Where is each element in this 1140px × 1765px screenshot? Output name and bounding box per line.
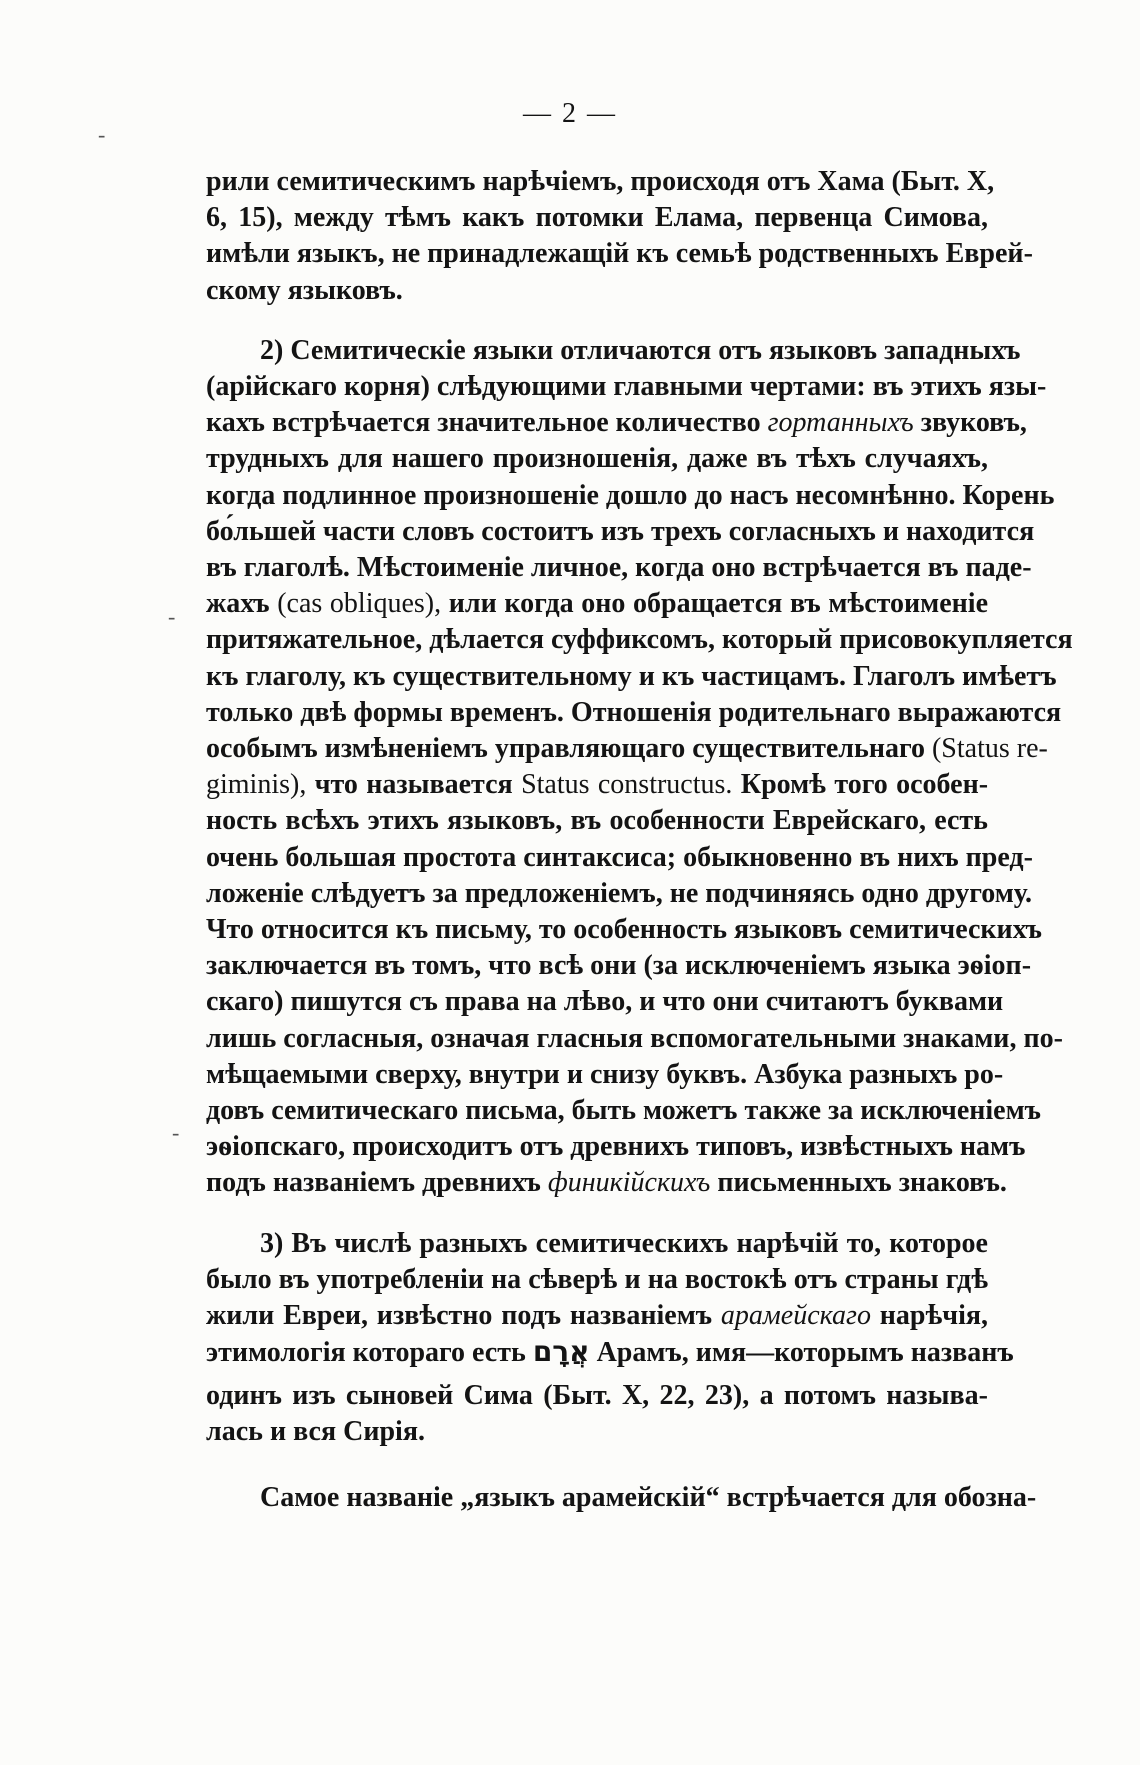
text-line: этимологія котораго есть אֲרָם Арамъ, имя—которымъ названъ — [206, 1335, 1014, 1369]
text-line: 6, 15), между тѣмъ какъ потомки Елама, первенца Симова, — [206, 202, 988, 234]
text-line: къ глаголу, къ существительному и къ частицамъ. Глаголъ имѣетъ — [206, 660, 1057, 692]
paragraph-4 — [206, 1480, 1037, 1516]
text-line: когда подлинное произношеніе дошло до насъ несомнѣнно. Корень — [206, 479, 1055, 511]
text-line: рили семитическимъ нарѣчіемъ, происходя отъ Хама (Быт. X, — [206, 166, 995, 197]
text-line: въ глаголѣ. Мѣстоименіе личное, когда оно встрѣчается въ паде- — [206, 552, 1032, 584]
text-line: (арійскаго корня) слѣдующими главными чертами: въ этихъ язы- — [206, 371, 1047, 403]
text-line: довъ семитическаго письма, быть можетъ также за исключеніемъ — [206, 1095, 1041, 1127]
text-line: эѳіопскаго, происходитъ отъ древнихъ типовъ, извѣстныхъ намъ — [206, 1131, 1026, 1163]
hebrew-word: אֲרָם — [532, 1335, 590, 1369]
italic-term: арамейскаго — [720, 1300, 871, 1332]
text-line: мѣщаемыми сверху, внутри и снизу буквъ. Азбука разныхъ ро- — [206, 1058, 1004, 1090]
italic-term: гортанныхъ — [767, 407, 914, 439]
latin-term: (cas obliques), — [277, 588, 442, 620]
text-line: имѣли языкъ, не принадлежащій къ семьѣ родственныхъ Еврей- — [206, 238, 1033, 270]
text-line: очень большая простота синтаксиса; обыкновенно въ нихъ пред- — [206, 841, 1033, 873]
text-line: было въ употребленіи на сѣверѣ и на востокѣ отъ страны гдѣ — [206, 1263, 988, 1295]
paragraph-3 — [206, 1226, 1014, 1450]
text-line: Самое названіе „языкъ арамейскій“ встрѣчается для обозна- — [260, 1481, 1037, 1513]
text-line: бо́льшей части словъ состоитъ изъ трехъ согласныхъ и находится — [206, 515, 1035, 547]
body-text — [206, 164, 1073, 1516]
page-number: — 2 — — [523, 98, 617, 129]
text-line: заключается въ томъ, что всѣ они (за исключеніемъ языка эѳіоп- — [206, 950, 1032, 982]
text-line: скаго) пишутся съ права на лѣво, и что они считаютъ буквами — [206, 986, 1004, 1018]
text-line: 2) Семитическіе языки отличаются отъ языковъ западныхъ — [260, 334, 1021, 366]
text-line: одинъ изъ сыновей Сима (Быт. X, 22, 23), а потомъ называ- — [206, 1379, 988, 1411]
text-line: Что относится къ письму, то особенность языковъ семитическихъ — [206, 914, 1042, 946]
latin-term: (Status re- — [931, 733, 1048, 765]
text-line: жили Евреи, извѣстно подъ названіемъ арамейскаго нарѣчія, — [206, 1300, 989, 1332]
text-line: трудныхъ для нашего произношенія, даже въ тѣхъ случаяхъ, — [206, 443, 988, 475]
text-line: 3) Въ числѣ разныхъ семитическихъ нарѣчій то, которое — [260, 1227, 988, 1259]
text-line: ложеніе слѣдуетъ за предложеніемъ, не подчиняясь одно другому. — [206, 877, 1032, 909]
book-page: — 2 — ‐ ‐ ‐ рили семитическимъ нарѣчіемъ, происходя отъ Хама (Быт. X, 6, 15), между тѣмъ какъ потомки Елама, первенца Симова, имѣли языкъ, не принадлежащій къ семьѣ родственныхъ Еврей- скому языковъ. 2) Семитическіе языки отличаются отъ языковъ западныхъ (арійскаго корня) слѣдующими главными чертами: въ этихъ язы- кахъ встрѣчается значительное количество гортанныхъ звуковъ, трудныхъ для нашего произношенія, даже въ тѣхъ случаяхъ, когда подлинное произношеніе дошло до насъ несомнѣнно. Корень бо́льшей части словъ состоитъ изъ трехъ согласныхъ и находится въ глаголѣ. Мѣстоименіе личное, когда оно встрѣчается въ паде- жахъ (cas obliques), или когда оно обращается въ мѣстоименіе притяжательное, дѣлается суффиксомъ, который присовокупляется къ глаголу, къ существительному и къ частицамъ. Глаголъ имѣетъ только двѣ формы временъ. Отношенія родительнаго выражаются особымъ измѣненіемъ управляющаго существительнаго (Status re- giminis), что называется Status constructus. Кромѣ того особен- ность всѣхъ этихъ языковъ, въ особенности Еврейскаго, есть очень большая простота синтаксиса; обыкновенно въ нихъ пред- ложеніе слѣдуетъ за предложеніемъ, не подчиняясь одно другому. Что относится къ письму, то особенность языковъ семитическихъ заключается въ томъ, что всѣ они (за исключеніемъ языка эѳіоп- скаго) пишутся съ права на лѣво, и что они считаютъ буквами лишь согласныя, означая гласныя вспомогательными знаками, по- мѣщаемыми сверху, внутри и снизу буквъ. Азбука разныхъ ро- довъ семитическаго письма, быть можетъ также за исключеніемъ эѳіопскаго, происходитъ отъ древнихъ типовъ, извѣстныхъ намъ подъ названіемъ древнихъ финикійскихъ письменныхъ знаковъ. 3) Въ числѣ разныхъ семитическихъ нарѣчій то, которое было въ употребленіи на сѣверѣ и на востокѣ отъ страны гдѣ жили Евреи, извѣстно подъ названіемъ арамейскаго нарѣчія, этимологія котораго есть אֲרָם Арамъ, имя—которымъ названъ одинъ изъ сыновей Сима (Быт. X, 22, 23), а потомъ называ- лась и вся Сирія. Самое названіе „языкъ арамейскій“ встрѣчается для обозна- — [0, 0, 1140, 1765]
text-line: ность всѣхъ этихъ языковъ, въ особенности Еврейскаго, есть — [206, 805, 988, 837]
text-line: лась и вся Сирія. — [206, 1415, 425, 1447]
italic-term: финикійскихъ — [547, 1167, 711, 1199]
latin-term: Status constructus. — [521, 769, 733, 801]
text-line: жахъ (cas obliques), или когда оно обращается въ мѣстоименіе — [206, 588, 989, 620]
latin-term: giminis), — [206, 769, 307, 801]
text-line: только двѣ формы временъ. Отношенія родительнаго выражаются — [206, 696, 1062, 728]
text-line: лишь согласныя, означая гласныя вспомогательными знаками, по- — [206, 1022, 1063, 1054]
paragraph-1 — [206, 164, 1033, 309]
text-line: особымъ измѣненіемъ управляющаго существительнаго (Status re- — [206, 733, 1048, 765]
text-line: подъ названіемъ древнихъ финикійскихъ письменныхъ знаковъ. — [206, 1167, 1007, 1199]
text-line: giminis), что называется Status constructus. Кромѣ того особен- — [206, 769, 989, 801]
text-line: притяжательное, дѣлается суффиксомъ, который присовокупляется — [206, 624, 1073, 656]
text-line: скому языковъ. — [206, 274, 403, 306]
text-line: кахъ встрѣчается значительное количество гортанныхъ звуковъ, — [206, 407, 1027, 439]
